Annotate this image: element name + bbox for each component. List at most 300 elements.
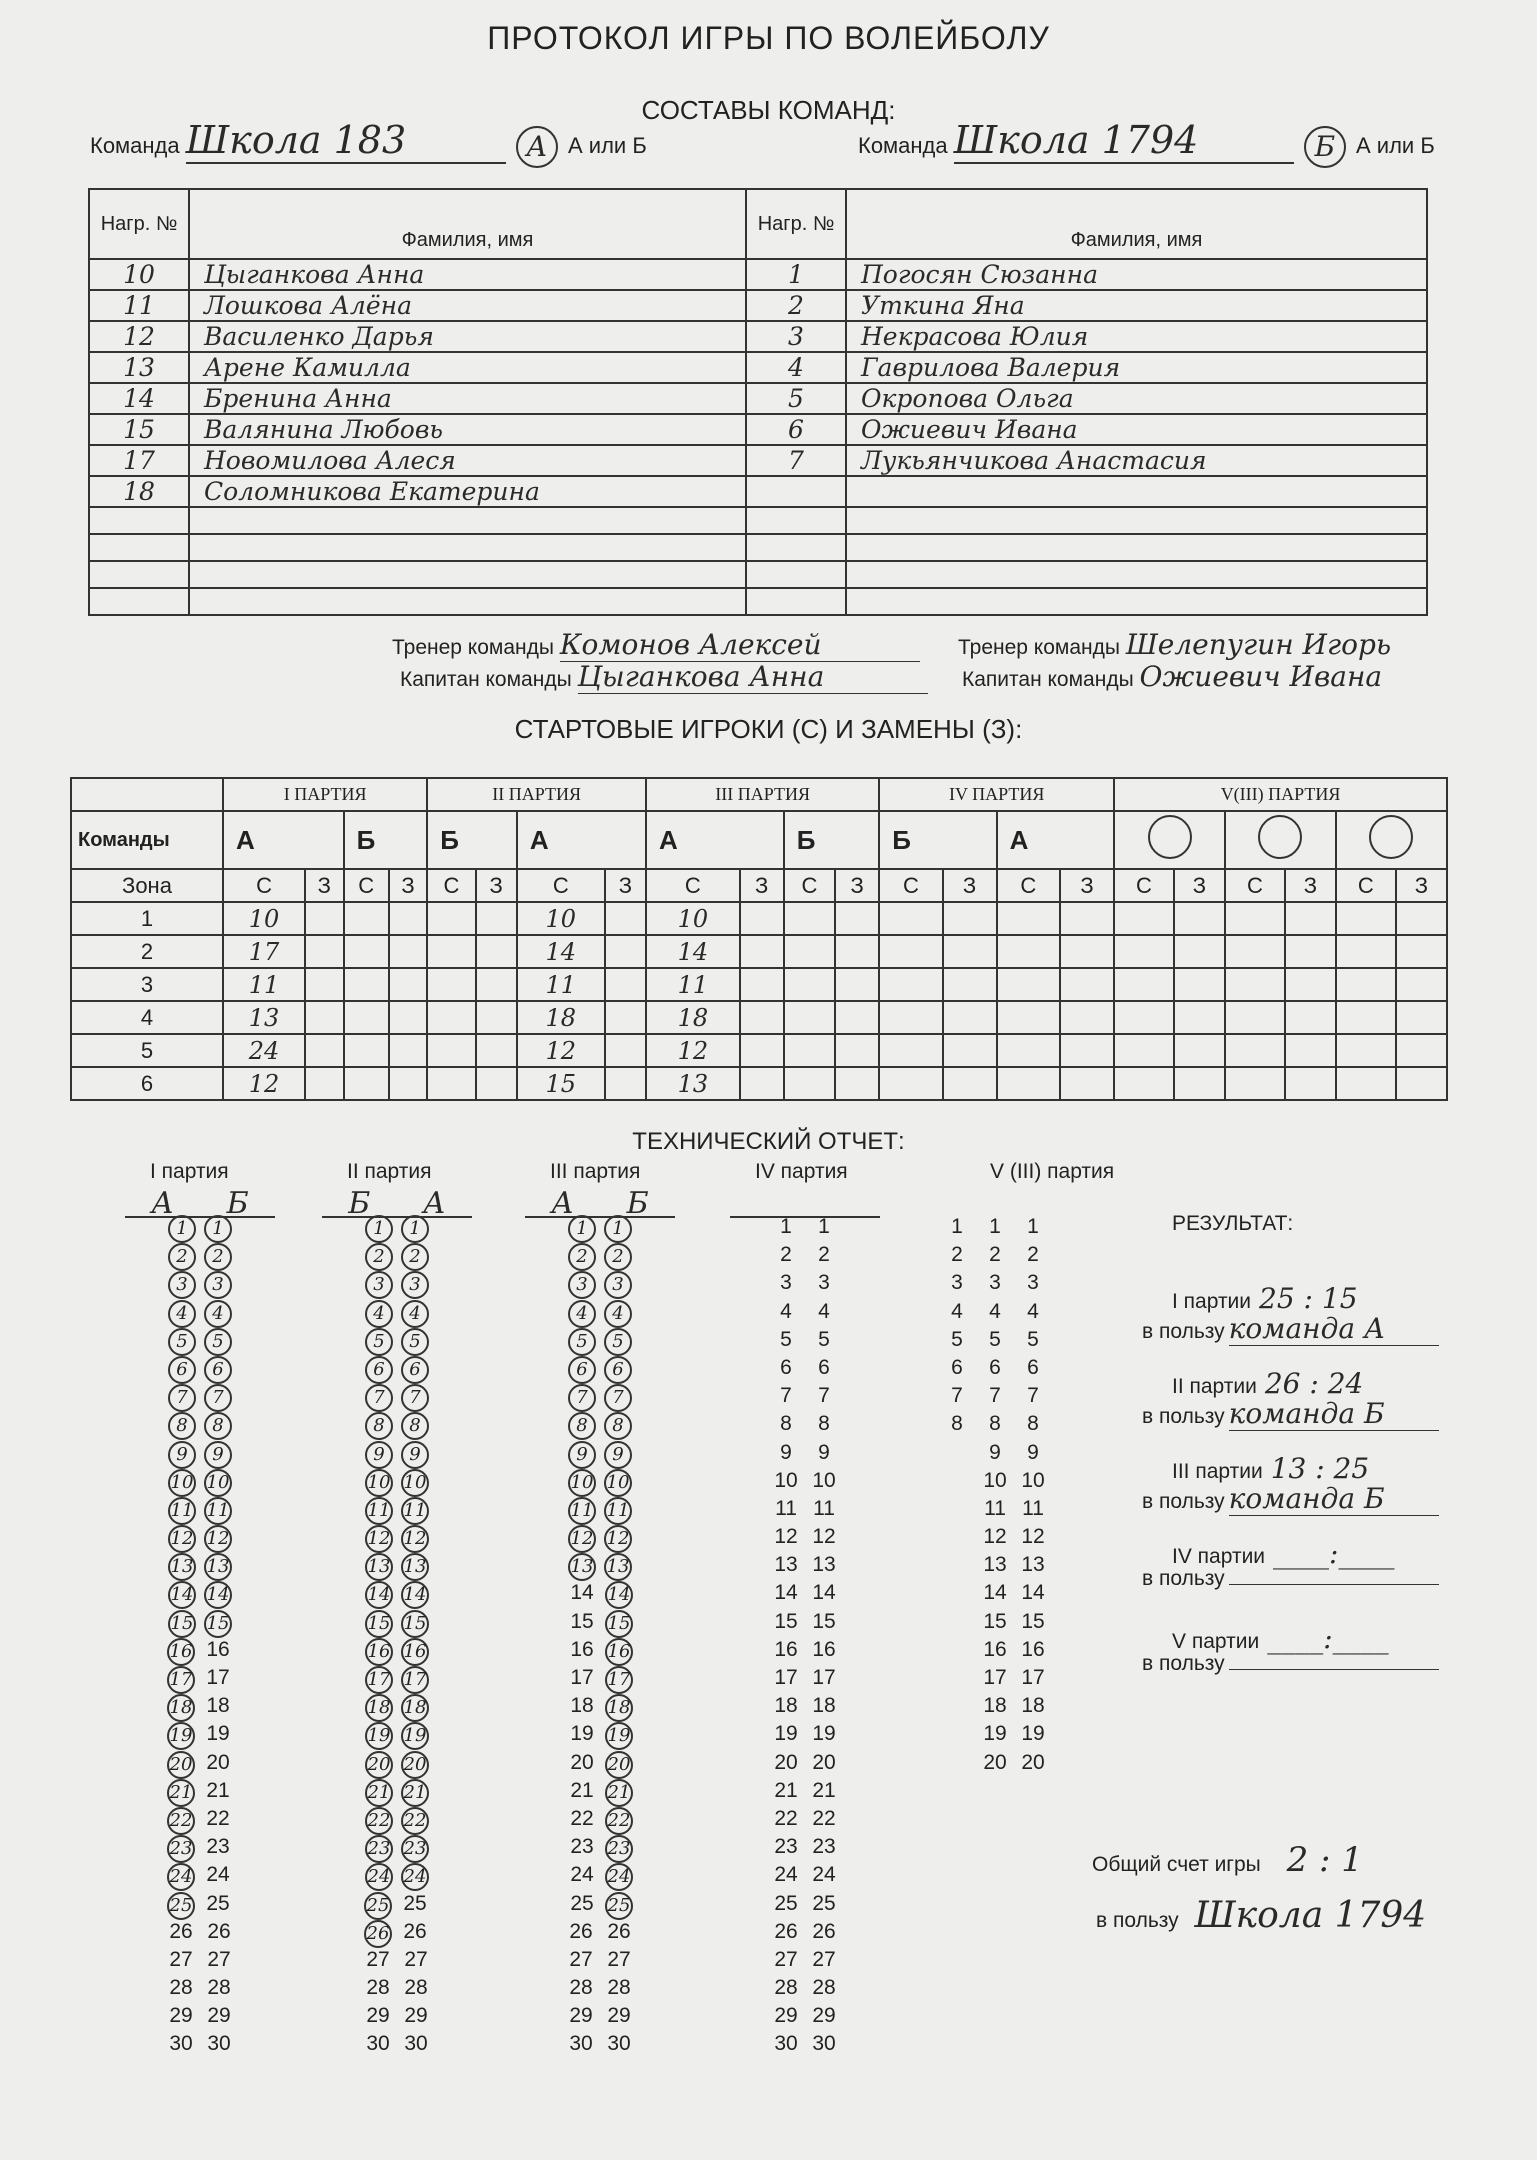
tech-score-row — [710, 1356, 900, 1384]
lineup-cell — [835, 935, 879, 968]
tech-score-row — [302, 1497, 492, 1525]
score-right: 30 — [404, 2032, 428, 2056]
team-letter-cell: А — [223, 811, 344, 869]
tech-part-header: II партия — [347, 1160, 432, 1183]
left-player-name — [189, 561, 746, 588]
score-right: 27 — [207, 1947, 231, 1971]
score-right: 26 — [403, 1919, 427, 1943]
left-player-num: 14 — [89, 383, 189, 414]
tech-score-row — [105, 1525, 295, 1553]
lineup-cell — [997, 935, 1060, 968]
tech-score-row — [505, 1948, 695, 1976]
lineup-cell — [427, 1034, 475, 1067]
lineup-cell — [943, 1001, 997, 1034]
s-label: С — [1225, 869, 1285, 902]
tech-score-row — [920, 1441, 1070, 1469]
score-right: 17 — [812, 1666, 836, 1689]
z-label: З — [389, 869, 428, 902]
lineup-cell — [1336, 1067, 1396, 1100]
right-player-name: Некрасова Юлия — [846, 321, 1427, 352]
score-left: 25 — [167, 1892, 195, 1920]
score-cell: 3 — [951, 1271, 963, 1295]
result-part-label: II партии — [1172, 1375, 1257, 1398]
lineup-zone-data-row — [71, 1034, 1447, 1067]
lineup-zone-data-row — [71, 935, 1447, 968]
lineup-cell — [344, 1001, 389, 1034]
score-cell — [942, 1610, 972, 1638]
score-right: 4 — [604, 1300, 632, 1328]
score-left: 2 — [168, 1243, 196, 1271]
right-player-num: 3 — [746, 321, 846, 352]
zone-number: 1 — [71, 902, 223, 935]
score-right: 16 — [812, 1637, 836, 1661]
result-score: ____:____ — [1273, 1537, 1395, 1570]
lineup-cell: 18 — [646, 1001, 740, 1034]
score-right: 23 — [812, 1835, 836, 1859]
left-player-name: Соломникова Екатерина — [189, 476, 746, 507]
lineup-cell — [784, 902, 835, 935]
score-left: 27 — [169, 1947, 193, 1971]
tech-score-row — [105, 1243, 295, 1271]
tech-score-row — [710, 2004, 900, 2032]
score-left: 19 — [774, 1722, 798, 1746]
score-right: 1 — [604, 1215, 632, 1243]
score-right: 21 — [812, 1778, 836, 1802]
lineup-cell — [305, 1034, 344, 1067]
tech-score-row — [710, 1441, 900, 1469]
score-left: 10 — [365, 1469, 393, 1497]
tech-score-row — [505, 1863, 695, 1891]
score-right: 15 — [812, 1609, 836, 1633]
score-cell: 5 — [951, 1327, 963, 1351]
lineup-cell — [605, 968, 646, 1001]
score-right: 3 — [604, 1271, 632, 1299]
result-winner-label: в пользу — [1142, 1490, 1225, 1513]
team-letter-cell: Б — [344, 811, 428, 869]
score-left: 12 — [168, 1525, 196, 1553]
score-left: 24 — [167, 1863, 195, 1891]
lineup-cell — [1060, 1034, 1114, 1067]
z-label: З — [1285, 869, 1336, 902]
left-player-name: Лошкова Алёна — [189, 290, 746, 321]
document-title: ПРОТОКОЛ ИГРЫ ПО ВОЛЕЙБОЛУ — [487, 20, 1050, 56]
lineup-cell — [784, 1001, 835, 1034]
left-player-num — [89, 534, 189, 561]
score-right: 23 — [401, 1835, 429, 1863]
score-left: 6 — [568, 1356, 596, 1384]
tech-score-row — [302, 1441, 492, 1469]
score-right: 25 — [605, 1892, 633, 1920]
col-name-right: Фамилия, имя — [846, 189, 1427, 259]
tech-score-row — [710, 1694, 900, 1722]
score-left: 8 — [168, 1412, 196, 1440]
result-winner-label: в пользу — [1142, 1405, 1225, 1428]
roster-row — [89, 414, 1427, 445]
lineup-cell — [476, 902, 517, 935]
lineup-cell — [1396, 968, 1447, 1001]
col-num-left: Нагр. № — [89, 189, 189, 259]
score-right: 12 — [604, 1525, 632, 1553]
score-cell: 7 — [1027, 1384, 1039, 1408]
score-left: 8 — [780, 1412, 792, 1436]
tech-score-row — [505, 1722, 695, 1750]
s-label: С — [784, 869, 835, 902]
score-left: 14 — [168, 1581, 196, 1609]
score-cell — [942, 1694, 972, 1722]
score-left: 11 — [775, 1496, 797, 1520]
result-winner-line — [1142, 1312, 1439, 1346]
roster-row — [89, 259, 1427, 290]
tech-score-row — [505, 1694, 695, 1722]
score-right: 25 — [403, 1891, 427, 1915]
score-cell: 18 — [1021, 1694, 1045, 1718]
score-right: 16 — [605, 1638, 633, 1666]
lineup-cell — [1174, 968, 1225, 1001]
score-left: 18 — [167, 1694, 195, 1722]
score-left: 16 — [774, 1637, 798, 1661]
captain-left-line — [400, 660, 928, 694]
part-header: I ПАРТИЯ — [223, 778, 427, 811]
score-right: 5 — [401, 1328, 429, 1356]
lineup-cell — [389, 935, 428, 968]
score-left: 8 — [365, 1412, 393, 1440]
lineup-cell — [476, 1001, 517, 1034]
score-cell: 10 — [983, 1468, 1007, 1492]
score-left: 13 — [365, 1553, 393, 1581]
s-label: С — [646, 869, 740, 902]
lineup-cell — [835, 1001, 879, 1034]
score-right: 28 — [607, 1976, 631, 2000]
result-winner: команда Б — [1229, 1397, 1439, 1431]
lineup-cell: 12 — [223, 1067, 305, 1100]
total-winner-line — [1096, 1895, 1426, 1936]
result-score-line — [1172, 1282, 1358, 1315]
score-left: 9 — [780, 1440, 792, 1464]
lineup-cell — [1114, 1034, 1174, 1067]
zone-number: 5 — [71, 1034, 223, 1067]
score-left: 6 — [365, 1356, 393, 1384]
score-cell — [942, 1751, 972, 1779]
score-right: 20 — [605, 1751, 633, 1779]
lineup-cell — [1114, 935, 1174, 968]
lineup-cell — [943, 968, 997, 1001]
lineup-cell — [1396, 902, 1447, 935]
left-player-name: Валянина Любовь — [189, 414, 746, 445]
coach-right-name: Шелепугин Игорь — [1125, 628, 1392, 661]
score-cell: 17 — [1021, 1666, 1045, 1689]
lineup-cell — [427, 968, 475, 1001]
rosters-heading: СОСТАВЫ КОМАНД: — [641, 95, 896, 125]
lineup-cell: 14 — [646, 935, 740, 968]
tech-score-row — [505, 1553, 695, 1581]
result-part-label: I партии — [1172, 1290, 1252, 1313]
score-right: 27 — [812, 1947, 836, 1971]
score-left: 12 — [568, 1525, 596, 1553]
tech-score-row — [710, 1384, 900, 1412]
score-left: 16 — [570, 1637, 594, 1661]
team-right-line — [858, 118, 1435, 168]
right-player-name: Уткина Яна — [846, 290, 1427, 321]
coach-right-line — [958, 628, 1391, 661]
score-right: 4 — [204, 1300, 232, 1328]
left-player-name: Цыганкова Анна — [189, 259, 746, 290]
lineup-cell — [1060, 902, 1114, 935]
right-player-name — [846, 476, 1427, 507]
tech-score-row — [505, 1300, 695, 1328]
tech-sides — [322, 1186, 472, 1221]
lineup-cell — [389, 902, 428, 935]
team-letter-circle — [1114, 811, 1225, 869]
score-right: 22 — [812, 1806, 836, 1830]
lineup-cell — [605, 1034, 646, 1067]
score-right: 25 — [812, 1891, 836, 1915]
lineup-cell — [835, 1067, 879, 1100]
lineup-cell — [344, 968, 389, 1001]
score-left: 6 — [168, 1356, 196, 1384]
score-cell: 9 — [1027, 1440, 1039, 1464]
roster-row — [89, 507, 1427, 534]
score-left: 3 — [168, 1271, 196, 1299]
team-left-name: Школа 183 — [186, 118, 506, 164]
tech-score-row — [105, 1666, 295, 1694]
score-left: 10 — [774, 1468, 798, 1492]
z-label: З — [1396, 869, 1447, 902]
captain-left-label: Капитан команды — [400, 668, 572, 691]
team-left-line — [90, 118, 647, 168]
score-cell: 2 — [989, 1243, 1001, 1267]
score-cell: 16 — [983, 1637, 1007, 1661]
score-right: 9 — [818, 1440, 830, 1464]
score-left: 9 — [365, 1441, 393, 1469]
lineup-cell — [784, 968, 835, 1001]
score-right: 18 — [605, 1694, 633, 1722]
score-left: 27 — [774, 1947, 798, 1971]
lineup-cell — [344, 902, 389, 935]
score-right: 11 — [604, 1497, 632, 1525]
empty-circle — [1258, 815, 1302, 859]
lineup-heading: СТАРТОВЫЕ ИГРОКИ (С) И ЗАМЕНЫ (З): — [514, 714, 1023, 744]
tech-score-row — [105, 1300, 295, 1328]
score-right: 11 — [204, 1497, 232, 1525]
tech-score-row — [505, 2032, 695, 2060]
tech-side-right: Б — [226, 1186, 249, 1221]
tech-score-row — [302, 1553, 492, 1581]
score-left: 17 — [365, 1666, 393, 1694]
lineup-cell — [879, 1034, 942, 1067]
z-label: З — [1060, 869, 1114, 902]
zone-number: 6 — [71, 1067, 223, 1100]
lineup-cell — [740, 1001, 784, 1034]
score-right: 10 — [401, 1469, 429, 1497]
tech-score-row — [105, 2032, 295, 2060]
tech-score-row — [302, 1751, 492, 1779]
roster-row — [89, 290, 1427, 321]
score-right: 17 — [401, 1666, 429, 1694]
tech-sides — [525, 1186, 675, 1221]
score-right: 15 — [204, 1610, 232, 1638]
tech-score-column — [105, 1215, 295, 2061]
score-cell: 1 — [989, 1215, 1001, 1238]
score-right: 20 — [401, 1751, 429, 1779]
score-right: 21 — [206, 1778, 230, 1802]
right-player-num: 4 — [746, 352, 846, 383]
tech-score-row — [920, 1581, 1070, 1609]
lineup-cell — [427, 902, 475, 935]
part-header: V(III) ПАРТИЯ — [1114, 778, 1447, 811]
tech-score-row — [302, 1807, 492, 1835]
lineup-cell — [476, 935, 517, 968]
lineup-cell: 13 — [646, 1067, 740, 1100]
lineup-cell — [305, 902, 344, 935]
score-right: 6 — [818, 1355, 830, 1379]
tech-score-row — [710, 1751, 900, 1779]
tech-score-row — [505, 1976, 695, 2004]
lineup-cell: 10 — [223, 902, 305, 935]
tech-part-header: IV партия — [755, 1160, 848, 1183]
tech-score-row — [105, 1948, 295, 1976]
right-player-name — [846, 561, 1427, 588]
result-part-label: III партии — [1172, 1460, 1263, 1483]
score-right: 10 — [604, 1469, 632, 1497]
score-cell — [942, 1553, 972, 1581]
score-right: 4 — [818, 1299, 830, 1323]
lineup-cell — [879, 1067, 942, 1100]
score-left: 10 — [568, 1469, 596, 1497]
tech-score-row — [302, 2032, 492, 2060]
result-winner — [1229, 1584, 1439, 1585]
tech-score-row — [505, 1807, 695, 1835]
lineup-cell: 24 — [223, 1034, 305, 1067]
tech-score-row — [105, 1751, 295, 1779]
lineup-cell — [997, 902, 1060, 935]
lineup-cell — [943, 935, 997, 968]
score-cell: 2 — [1027, 1243, 1039, 1267]
lineup-cell: 12 — [646, 1034, 740, 1067]
score-right: 24 — [401, 1863, 429, 1891]
tech-score-row — [505, 1581, 695, 1609]
score-right: 14 — [401, 1581, 429, 1609]
tech-score-row — [505, 1328, 695, 1356]
lineup-cell — [1225, 1034, 1285, 1067]
score-left: 7 — [168, 1384, 196, 1412]
score-right: 16 — [401, 1638, 429, 1666]
tech-score-row — [105, 1469, 295, 1497]
score-left: 20 — [774, 1750, 798, 1774]
score-cell: 17 — [983, 1666, 1007, 1689]
score-right: 11 — [401, 1497, 429, 1525]
score-right: 29 — [812, 2004, 836, 2028]
score-right: 10 — [812, 1468, 836, 1492]
score-left: 2 — [780, 1243, 792, 1267]
zone-number: 3 — [71, 968, 223, 1001]
lineup-cell — [389, 968, 428, 1001]
score-cell — [942, 1666, 972, 1694]
tech-score-row — [105, 1553, 295, 1581]
col-num-right: Нагр. № — [746, 189, 846, 259]
tech-score-row — [505, 1835, 695, 1863]
score-left: 24 — [365, 1863, 393, 1891]
score-left: 1 — [780, 1215, 792, 1238]
score-right: 22 — [605, 1807, 633, 1835]
score-left: 22 — [365, 1807, 393, 1835]
captain-right-line — [962, 660, 1382, 693]
score-left: 28 — [366, 1976, 390, 2000]
score-right: 13 — [604, 1553, 632, 1581]
left-player-name — [189, 507, 746, 534]
tech-part-header: V (III) партия — [990, 1160, 1115, 1183]
lineup-zone-row — [71, 869, 1447, 902]
lineup-cell — [605, 935, 646, 968]
result-winner-label: в пользу — [1142, 1567, 1225, 1590]
score-left: 11 — [568, 1497, 596, 1525]
tech-score-row — [710, 1553, 900, 1581]
score-left: 12 — [365, 1525, 393, 1553]
tech-score-row — [302, 1948, 492, 1976]
lineup-cell — [389, 1067, 428, 1100]
right-player-num: 2 — [746, 290, 846, 321]
tech-score-row — [710, 1300, 900, 1328]
score-right: 30 — [812, 2032, 836, 2056]
left-player-num: 15 — [89, 414, 189, 445]
tech-score-row — [710, 1412, 900, 1440]
score-right: 27 — [607, 1947, 631, 1971]
result-score: 26 : 24 — [1264, 1367, 1364, 1400]
lineup-cell — [943, 1067, 997, 1100]
score-left: 19 — [570, 1722, 594, 1746]
score-cell: 8 — [951, 1412, 963, 1436]
captain-left-name: Цыганкова Анна — [578, 660, 928, 694]
score-right: 12 — [204, 1525, 232, 1553]
tech-score-row — [505, 1920, 695, 1948]
tech-score-row — [105, 1722, 295, 1750]
score-right: 5 — [204, 1328, 232, 1356]
lineup-cell — [1396, 1034, 1447, 1067]
score-left: 27 — [366, 1947, 390, 1971]
score-right: 29 — [207, 2004, 231, 2028]
tech-score-row — [302, 1835, 492, 1863]
z-label: З — [835, 869, 879, 902]
score-cell — [942, 1469, 972, 1497]
score-left: 15 — [774, 1609, 798, 1633]
score-cell: 19 — [983, 1722, 1007, 1746]
lineup-cell — [1114, 1001, 1174, 1034]
score-right: 16 — [206, 1637, 230, 1661]
tech-score-row — [505, 1441, 695, 1469]
tech-score-row — [710, 1835, 900, 1863]
coach-left-name: Комонов Алексей — [560, 628, 920, 662]
tech-score-row — [302, 1243, 492, 1271]
tech-score-row — [302, 1328, 492, 1356]
score-left: 23 — [365, 1835, 393, 1863]
lineup-cell — [305, 1001, 344, 1034]
score-left: 13 — [568, 1553, 596, 1581]
score-left: 22 — [570, 1806, 594, 1830]
tech-score-row — [302, 1271, 492, 1299]
lineup-cell — [1060, 1067, 1114, 1100]
score-cell: 6 — [989, 1355, 1001, 1379]
score-right: 2 — [604, 1243, 632, 1271]
score-right: 26 — [607, 1919, 631, 1943]
team-right-label: Команда — [858, 133, 948, 158]
tech-score-row — [105, 1638, 295, 1666]
lineup-cell: 14 — [517, 935, 605, 968]
tech-score-row — [710, 1328, 900, 1356]
score-left: 14 — [570, 1581, 594, 1605]
score-left: 22 — [167, 1807, 195, 1835]
tech-score-row — [920, 1215, 1070, 1243]
lineup-cell — [1285, 935, 1336, 968]
tech-score-row — [920, 1525, 1070, 1553]
